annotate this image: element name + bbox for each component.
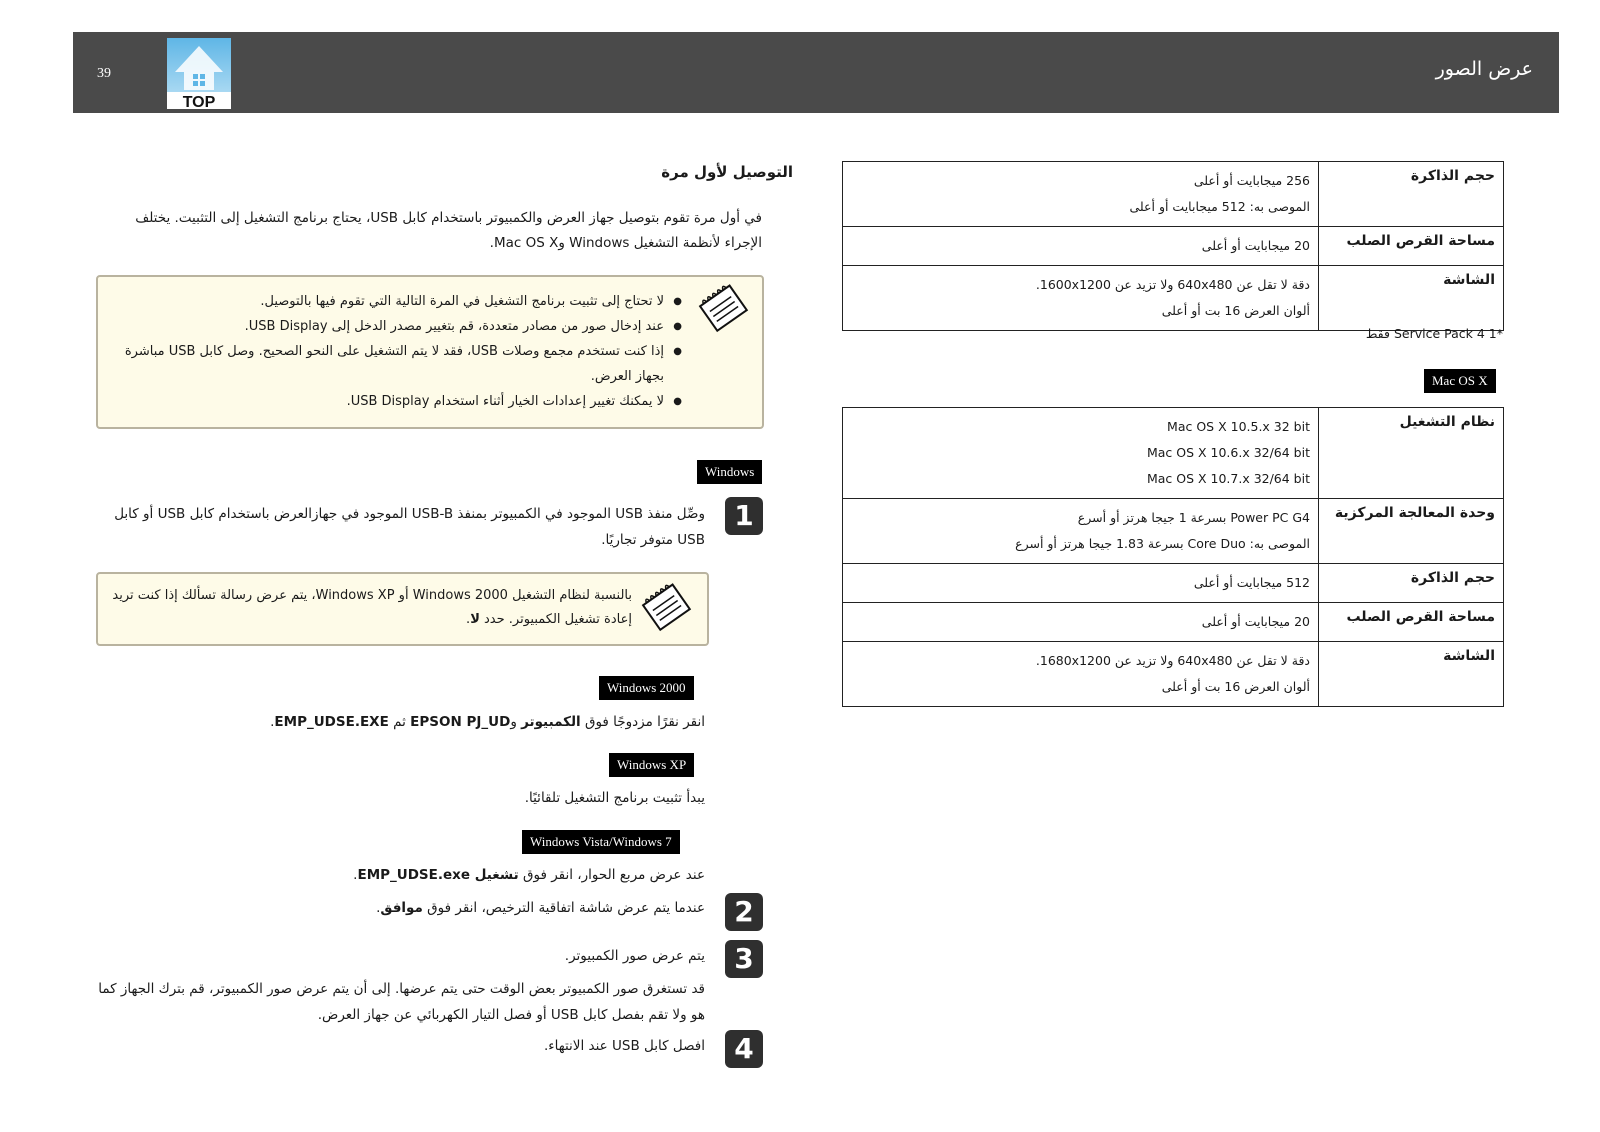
table-value: Mac OS X 10.6.x 32/64 bit [1146,445,1310,460]
table-key: حجم الذاكرة [1319,564,1504,603]
table-value: 20 ميجابايت أو أعلى [1201,614,1310,629]
table-value: دقة لا تقل عن 640x480 ولا تزيد عن 1680x1200. [1035,653,1310,668]
notepad-icon [639,582,695,634]
windows-xp-instruction: يبدأ تثبيت برنامج التشغيل تلقائيًا. [524,790,705,806]
note-text-part: بالنسبة لنظام التشغيل Windows 2000 أو Windows XP، يتم عرض رسالة تسألك إذا كنت تريد إعادة تشغيل الكمبيوتر. حدد [112,588,632,627]
step-number: 1 [725,497,763,535]
step-text: افصل كابل USB عند الانتهاء. [543,1038,705,1054]
table-value: ألوان العرض 16 بت أو أعلى [1161,679,1310,694]
note-box [96,572,709,646]
page-number: 39 [97,66,111,81]
section-title: التوصيل لأول مرة [661,163,793,181]
step-number: 4 [725,1030,763,1068]
table-value: دقة لا تقل عن 640x480 ولا تزيد عن 1600x1200. [1035,277,1310,292]
windows-xp-tag: Windows XP [609,753,694,777]
table-row [843,408,1504,499]
table-key: مساحة القرص الصلب [1319,227,1504,266]
windows-vista-7-tag: Windows Vista/Windows 7 [522,830,680,854]
list-item: ● لا يمكنك تغيير إعدادات الخيار أثناء استخدام USB Display. [110,389,682,414]
table-value: Power PC G4 بسرعة 1 جيجا هرتز أو أسرع [1077,510,1310,525]
step-number: 3 [725,940,763,978]
no-option-label: لا [470,612,480,627]
table-key: وحدة المعالجة المركزية [1319,499,1504,564]
table-row [843,603,1504,642]
table-key: نظام التشغيل [1319,408,1504,499]
windows-2000-instruction: انقر نقرًا مزدوجًا فوق الكمبيوتر وEPSON PJ_UD ثم EMP_UDSE.EXE. [270,714,705,730]
table-key: مساحة القرص الصلب [1319,603,1504,642]
table-value: الموصى به: 512 ميجابايت أو أعلى [1129,199,1310,214]
table-row [843,499,1504,564]
computer-label: الكمبيوتر [521,714,581,730]
instruction-text: انقر نقرًا مزدوجًا فوق [580,714,705,730]
note-box [96,275,764,429]
page-header [73,32,1559,113]
home-icon [167,38,231,109]
windows-tag: Windows [697,460,762,484]
mac-os-x-tag: Mac OS X [1424,369,1496,393]
agree-label: موافق [380,900,423,916]
step-text: عندما يتم عرض شاشة اتفاقية الترخيص، انقر فوق موافق. [376,900,705,916]
table-value: Mac OS X 10.7.x 32/64 bit [1146,471,1310,486]
note-text: بالنسبة لنظام التشغيل Windows 2000 أو Windows XP، يتم عرض رسالة تسألك إذا كنت تريد إعادة تشغيل الكمبيوتر. حدد لا. [112,588,632,627]
table-key: الشاشة [1319,266,1504,331]
step-number: 2 [725,893,763,931]
table-value: Mac OS X 10.5.x 32 bit [1167,419,1310,434]
table-row [843,642,1504,707]
header-title: عرض الصور [1435,58,1533,80]
table-value: 256 ميجابايت أو أعلى [1193,173,1310,188]
instruction-text: عند عرض مربع الحوار، انقر فوق [518,867,705,883]
notepad-icon [696,283,752,335]
table-key: الشاشة [1319,642,1504,707]
note-list [110,289,682,414]
table-row [843,266,1504,331]
table-value: ألوان العرض 16 بت أو أعلى [1161,303,1310,318]
intro-paragraph: في أول مرة تقوم بتوصيل جهاز العرض والكمبيوتر باستخدام كابل USB، يحتاج برنامج التشغيل إلى التثبيت. يختلف الإجراء لأنظمة التشغيل Windows وMac OS X. [135,210,762,251]
list-item: ● لا تحتاج إلى تثبيت برنامج التشغيل في المرة التالية التي تقوم فيها بالتوصيل. [110,289,682,314]
windows-vista-instruction: عند عرض مربع الحوار، انقر فوق تشغيل EMP_UDSE.exe. [353,867,705,883]
table-row [843,227,1504,266]
table-value: الموصى به: Core Duo بسرعة 1.83 جيجا هرتز أو أسرع [1015,536,1310,551]
table-row [843,564,1504,603]
step-text: وصِّل منفذ USB الموجود في الكمبيوتر بمنفذ USB-B الموجود في جهازالعرض باستخدام كابل USB أو كابل USB متوفر تجاريًا. [114,506,705,548]
exe-file-label: EMP_UDSE.EXE [274,714,389,730]
table-row [843,162,1504,227]
step-note: قد تستغرق صور الكمبيوتر بعض الوقت حتى يتم عرضها. إلى أن يتم عرض صور الكمبيوتر، قم بترك الجهاز كما هو ولا تقم بفصل كابل USB أو فصل التيار الكهربائي عن جهاز العرض. [98,981,705,1023]
windows-2000-tag: Windows 2000 [599,676,694,700]
table-value: 20 ميجابايت أو أعلى [1201,238,1310,253]
epson-folder-label: EPSON PJ_UD [410,714,511,730]
step-text: يتم عرض صور الكمبيوتر. [564,948,705,964]
top-label: TOP [182,94,216,109]
table-value: 512 ميجابايت أو أعلى [1193,575,1310,590]
list-item: ● إذا كنت تستخدم مجمع وصلات USB، فقد لا يتم التشغيل على النحو الصحيح. وصل كابل USB مباشرة بجهاز العرض. [110,339,682,389]
list-item: ● عند إدخال صور من مصادر متعددة، قم بتغيير مصدر الدخل إلى USB Display. [110,314,682,339]
mac-requirements-table [842,407,1504,707]
instruction-text: ثم [388,714,411,730]
instruction-text: و [510,714,522,730]
run-exe-label: تشغيل EMP_UDSE.exe [357,867,519,883]
table-key: حجم الذاكرة [1319,162,1504,227]
footnote: *1 Service Pack 4 فقط [1365,326,1503,341]
top-button[interactable] [167,38,231,109]
windows-requirements-table [842,161,1504,331]
instruction-text: عندما يتم عرض شاشة اتفاقية الترخيص، انقر فوق [422,900,705,916]
